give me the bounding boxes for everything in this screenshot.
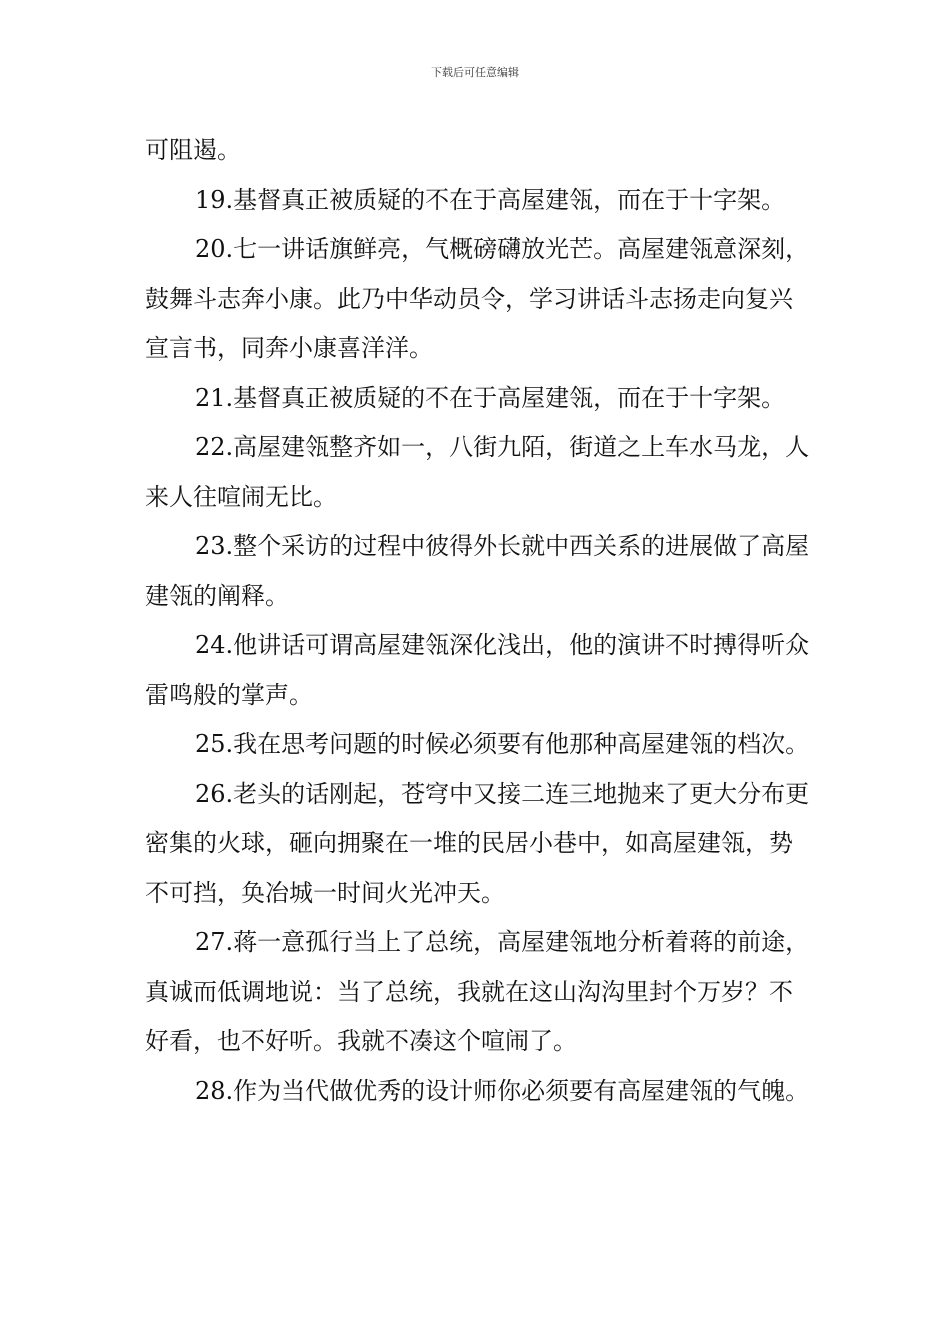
- paragraph-item-20: 20.七一讲话旗鲜亮，气概磅礴放光芒。高屋建瓴意深刻，鼓舞斗志奔小康。此乃中华动员令，学习讲话斗志扬走向复兴宣言书，同奔小康喜洋洋。: [145, 235, 810, 362]
- paragraph-item-22: 22.高屋建瓴整齐如一，八街九陌，街道之上车水马龙，人来人往喧闹无比。: [145, 433, 810, 511]
- paragraph-item-26: 26.老头的话刚起，苍穹中又接二连三地抛来了更大分布更密集的火球，砸向拥聚在一堆的民居小巷中，如高屋建瓴，势不可挡，奂冶城一时间火光冲天。: [145, 779, 810, 907]
- paragraph-item-28: 28.作为当代做优秀的设计师你必须要有高屋建瓴的气魄。: [195, 1076, 810, 1105]
- paragraph-item-19: 19.基督真正被质疑的不在于高屋建瓴，而在于十字架。: [195, 185, 786, 214]
- document-body: [145, 126, 815, 1116]
- paragraph-item-21: 21.基督真正被质疑的不在于高屋建瓴，而在于十字架。: [195, 383, 786, 412]
- page-header-note: 下载后可任意编辑: [431, 66, 519, 79]
- paragraph-item-23: 23.整个采访的过程中彼得外长就中西关系的进展做了高屋建瓴的阐释。: [145, 532, 810, 610]
- paragraph-continuation: 可阻遏。: [145, 136, 241, 164]
- paragraph-item-24: 24.他讲话可谓高屋建瓴深化浅出，他的演讲不时搏得听众雷鸣般的掌声。: [145, 631, 810, 709]
- paragraph-item-25: 25.我在思考问题的时候必须要有他那种高屋建瓴的档次。: [195, 730, 810, 758]
- paragraph-item-27: 27.蒋一意孤行当上了总统，高屋建瓴地分析着蒋的前途，真诚而低调地说：当了总统，我就在这山沟沟里封个万岁？不好看，也不好听。我就不凑这个喧闹了。: [145, 928, 810, 1055]
